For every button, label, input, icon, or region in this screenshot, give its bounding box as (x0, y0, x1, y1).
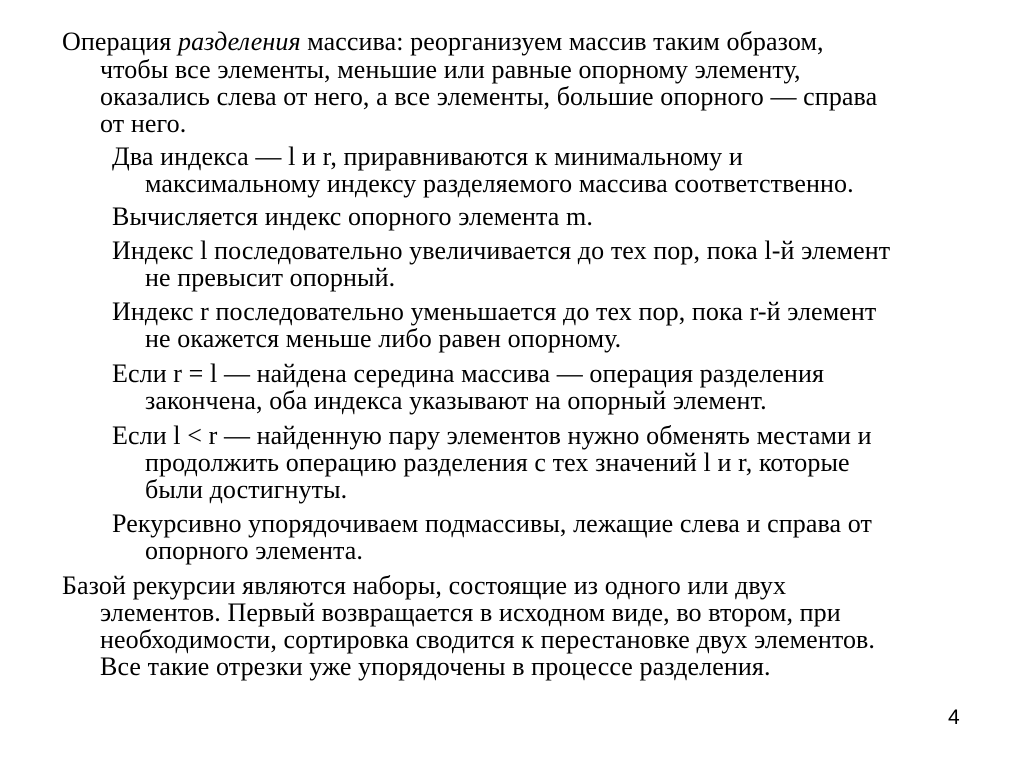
step-3-line-2: не превысит опорный. (145, 263, 396, 292)
base-line-1: Базой рекурсии являются наборы, состоящие из одного или двух (62, 571, 787, 600)
step-6-line-2: продолжить операцию разделения с тех значений l и r, которые (145, 448, 850, 477)
step-1-line-2: максимальному индексу разделяемого массива соответственно. (145, 169, 854, 198)
page-number: 4 (948, 706, 960, 729)
step-5-line-1: Если r = l — найдена середина массива — операция разделения (112, 359, 825, 388)
intro-italic-term: разделения (177, 27, 301, 56)
step-6-line-3: были достигнуты. (145, 475, 348, 504)
step-6-line-1: Если l < r — найденную пару элементов нужно обменять местами и (112, 421, 872, 450)
step-2-line-1: Вычисляется индекс опорного элемента m. (112, 202, 593, 231)
base-line-3: необходимости, сортировка сводится к перестановке двух элементов. (100, 625, 876, 654)
step-5-line-2: закончена, оба индекса указывают на опорный элемент. (145, 386, 767, 415)
intro-text-start: Операция (62, 27, 178, 56)
base-line-2: элементов. Первый возвращается в исходном виде, во втором, при (100, 598, 841, 627)
step-4-line-2: не окажется меньше либо равен опорному. (145, 324, 622, 353)
intro-line-3: оказались слева от него, а все элементы, большие опорного — справа (100, 82, 878, 111)
step-7-line-2: опорного элемента. (145, 536, 363, 565)
base-line-4: Все такие отрезки уже упорядочены в процессе разделения. (100, 652, 771, 681)
intro-line-4: от него. (100, 109, 187, 138)
step-1-line-1: Два индекса — l и r, приравниваются к минимальному и (112, 142, 743, 171)
intro-line-1 (62, 28, 824, 56)
step-7-line-1: Рекурсивно упорядочиваем подмассивы, лежащие слева и справа от (112, 509, 873, 538)
intro-line-2: чтобы все элементы, меньшие или равные опорному элементу, (100, 55, 801, 84)
step-3-line-1: Индекс l последовательно увеличивается до тех пор, пока l-й элемент (112, 236, 891, 265)
intro-text-end: массива: реорганизуем массив таким образом, (300, 27, 824, 56)
step-4-line-1: Индекс r последовательно уменьшается до тех пор, пока r-й элемент (112, 297, 877, 326)
